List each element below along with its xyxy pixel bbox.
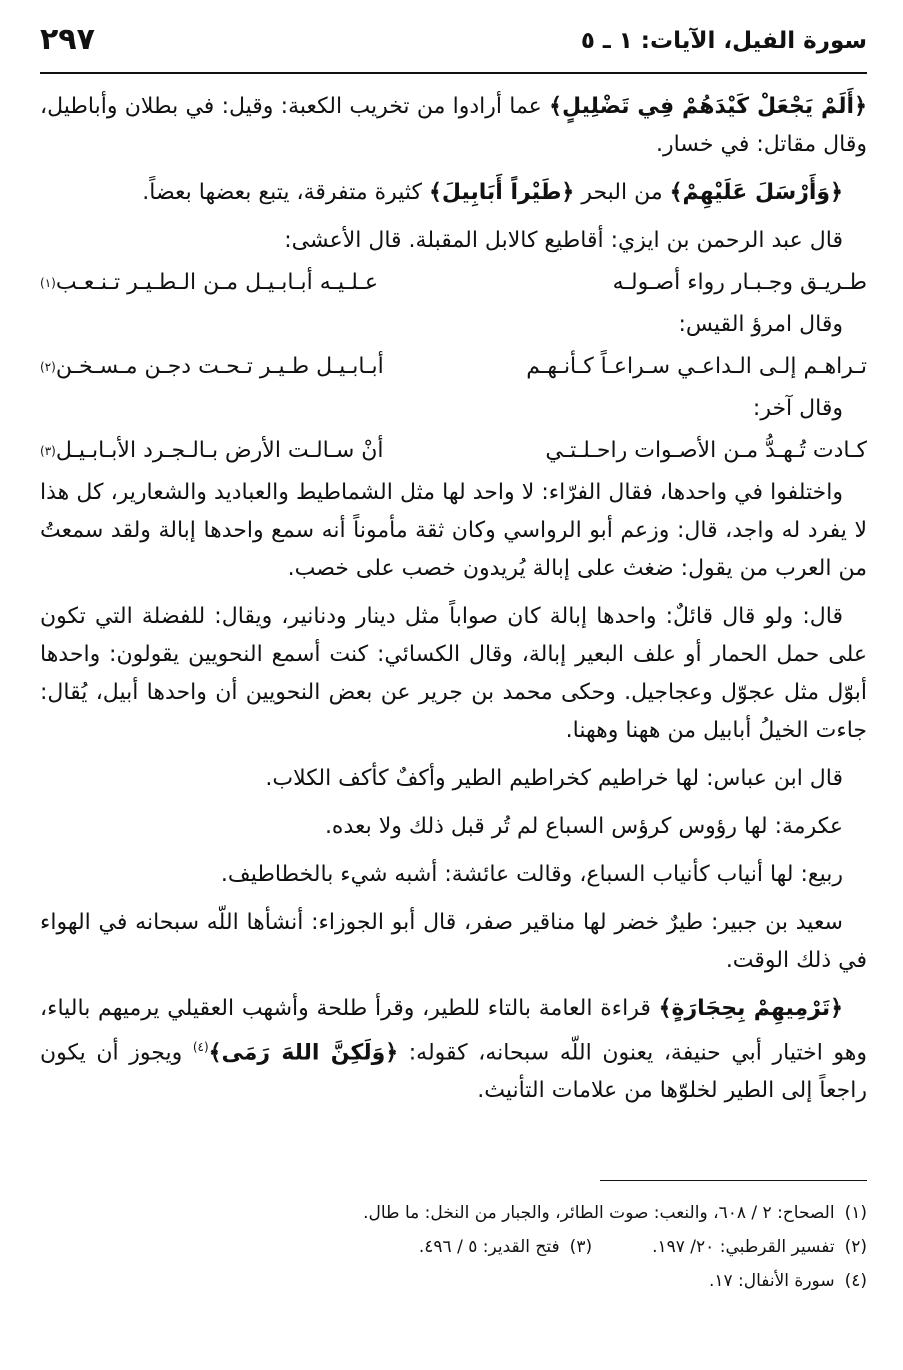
verse-first-hemistich: تـراهـم إلـى الـداعـي سـراعـاً كـأنـهـم — [526, 354, 867, 379]
paragraph — [40, 88, 867, 164]
verse-first-hemistich: كـادت تُـهـدُّ مـن الأصـوات راحـلـتـي — [545, 438, 867, 463]
footnote — [652, 1230, 867, 1264]
footnote — [40, 1264, 867, 1298]
quran-quote: ﴿وَأَرْسَلَ عَلَيْهِمْ﴾ — [669, 180, 843, 205]
paragraph: قال ابن عباس: لها خراطيم كخراطيم الطير وأكفٌ كأكف الكلاب. — [265, 766, 843, 791]
verse-first-hemistich: طـريـق وجـبـار رواء أصـولـه — [612, 270, 867, 295]
paragraph — [40, 990, 867, 1110]
footnote-text: فتح القدير: ٥ / ٤٩٦. — [418, 1237, 560, 1257]
paragraph: سعيد بن جبير: طيرٌ خضر لها مناقير صفر، قال أبو الجوزاء: أنشأها اللّه سبحانه في الهواء في ذلك الوقت. — [40, 910, 867, 973]
paragraph — [40, 174, 867, 212]
footnote-number: (١) — [844, 1203, 867, 1223]
verse-text: أبـابـيـل طـيـر تـحـت دجـن مـسـخـن — [55, 354, 384, 379]
running-title: سورة الفيل، الآيات: ١ ـ ٥ — [580, 28, 867, 54]
poem-verse — [40, 348, 867, 386]
paragraph: واختلفوا في واحدها، فقال الفرّاء: لا واحد لها مثل الشماطيط والعباديد والشعارير، كل هذا لا يفرد له واجد، قال: وزعم أبو الرواسي وكان ثقة مأموناً أنه سمع واحدها إبالة ولقد سمعتُ من العرب من يقول: ضغث على إبالة يُريدون خصب على خصب. — [40, 480, 867, 581]
verse-second-hemistich — [40, 432, 437, 470]
footnotes — [40, 1196, 867, 1298]
verse-second-hemistich — [40, 264, 437, 302]
footnote-ref: (٣) — [40, 444, 56, 458]
paragraph-text: من البحر — [574, 180, 670, 205]
footnote-ref: (١) — [40, 276, 56, 290]
footnote-ref: (٢) — [40, 360, 56, 374]
paragraph: عكرمة: لها رؤوس كرؤس السباع لم تُر قبل ذلك ولا بعده. — [324, 814, 843, 839]
quran-quote: ﴿وَلَكِنَّ اللهَ رَمَى﴾ — [208, 1040, 399, 1066]
page-header — [40, 22, 867, 74]
footnote-row — [40, 1230, 867, 1264]
paragraph: ربيع: لها أنياب كأنياب السباع، وقالت عائشة: أشبه شيء بالخطاطيف. — [220, 862, 843, 887]
footnote-number: (٣) — [569, 1237, 593, 1257]
verse-second-hemistich — [40, 348, 437, 386]
paragraph-text: عما أرادوا من تخريب الكعبة: وقيل: في بطلان وأباطيل، وقال مقاتل: في خسار. — [40, 94, 867, 157]
footnote-ref: (٤) — [192, 1040, 209, 1054]
footnote-text: سورة الأنفال: ١٧. — [708, 1271, 835, 1291]
paragraph: وقال امرؤ القيس: — [678, 312, 843, 337]
paragraph: قال: ولو قال قائلٌ: واحدها إبالة كان صواباً مثل دينار ودنانير، ويقال: للفضلة التي تكون على حمل الحمار أو علف البعير إبالة، وقال الكسائي: كنت أسمع النحويين يقولون: واحدها أبوّل مثل عجوّل وعجاجيل. وحكى محمد بن جرير عن بعض النحويين أن واحدها أبيل، يُقال: جاءت الخيلُ أبابيل من ههنا وههنا. — [40, 604, 867, 743]
footnote-divider — [600, 1180, 867, 1181]
paragraph: قال عبد الرحمن بن ايزي: أقاطيع كالابل المقبلة. قال الأعشى: — [284, 228, 843, 253]
verse-text: عـلـيـه أبـابـيـل مـن الـطـيـر تـنـعـب — [55, 270, 378, 295]
footnote-number: (٤) — [844, 1271, 867, 1291]
footnote-number: (٢) — [844, 1237, 867, 1257]
quran-quote: ﴿أَلَمْ يَجْعَلْ كَيْدَهُمْ فِي تَضْلِيلٍ﴾ — [549, 94, 867, 119]
quran-quote: ﴿تَرْمِيهِمْ بِحِجَارَةٍ﴾ — [658, 996, 843, 1021]
footnote — [40, 1196, 867, 1230]
footnote-text: الصحاح: ٢ / ٦٠٨، والنعب: صوت الطائر، والجبار من النخل: ما طال. — [363, 1203, 835, 1223]
verse-text: أنْ سـالـت الأرض بـالـجـرد الأبـابـيـل — [55, 438, 384, 463]
poem-verse — [40, 264, 867, 302]
footnote-text: تفسير القرطبي: ٢٠/ ١٩٧. — [652, 1237, 835, 1257]
main-text — [40, 88, 867, 1110]
page-number: ٢٩٧ — [40, 22, 95, 57]
quran-quote: ﴿طَيْراً أَبَابِيلَ﴾ — [429, 180, 575, 205]
paragraph: وقال آخر: — [752, 396, 843, 421]
footnote — [419, 1230, 592, 1264]
paragraph-text: قراءة العامة بالتاء للطير، وقرأ طلحة وأشهب العقيلي يرميهم بالياء، وهو اختيار أبي حنيفة، يعنون اللّه سبحانه، كقوله: — [40, 996, 868, 1066]
paragraph-text: كثيرة متفرقة، يتبع بعضها بعضاً. — [142, 180, 430, 205]
poem-verse — [40, 432, 867, 470]
paragraph-text: ويجوز أن يكون راجعاً إلى الطير لخلوّها من علامات التأنيث. — [40, 1040, 867, 1104]
